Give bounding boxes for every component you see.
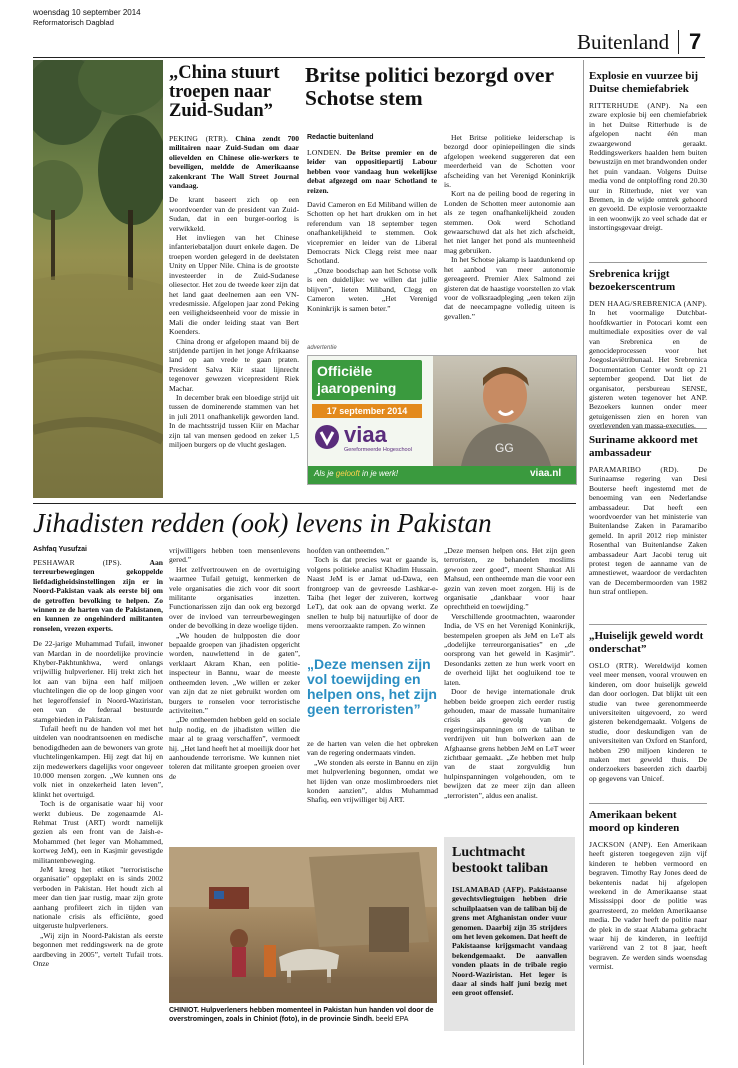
brief-dateline: OSLO (RTR). (589, 661, 639, 670)
ad-slogan-c: in je werk! (359, 469, 399, 478)
ad-slogan (314, 469, 398, 478)
jihad-col4 (444, 546, 575, 800)
brief-body: Na een zware explosie bij een chemiefabriek in het Duitse Ritterhude is de afgelopen nacht één man zwaargewond geraakt. Reddingswerkers haalden hem buiten bewustzijn en met brandwonden onder het puin vandaan. Volgens Duitse media vond de ontploffing rond 20.30 uur in Ritterhude, niet ver van Bremen, in de wijde omtrek gehoord en gevoeld. De explosie veroorzaakte in een woonwijk zo veel schade dat er instortingsgevaar dreigt. (589, 101, 707, 233)
china-lead: China zendt 700 militairen naar Zuid-Sudan om daar olievelden en Chinese olie-werkers te beveiligen, meldde de Amerikaanse zakenkrant The Wall Street Journal vandaag. (169, 134, 299, 191)
brief-text (589, 840, 707, 972)
ad-brand: viaa (344, 422, 387, 447)
jihad-headline: Jihadisten redden (ook) levens in Pakistan (33, 508, 492, 538)
china-paragraph: Het invliegen van het Chinese infanteriebataljon duurt enkele dagen. De troepen worden gelegerd in de deelstaten Unity en Upper Nile. China is de grootste investeerder in de Zuid-Sudanese oliesector. Het zou de tweede keer zijn dat het land gaat deelnemen aan een VN-vredesmissie. Afgelopen jaar zond Peking een veiligheidseenheid voor de missie in Mali die onder leiding staat van Bert Koenders. (169, 233, 299, 337)
ad-url[interactable]: viaa.nl (530, 468, 562, 479)
brief-item (589, 434, 707, 624)
viaa-logo-icon (314, 424, 340, 450)
britse-byline: Redactie buitenland (307, 134, 374, 141)
jihad-paragraph: „We stonden als eerste in Bannu en zijn met hulpverlening begonnen, omdat we het lijden van onze moslimbroeders niet konden aanzien”, aldus Muhammad Shafiq, een vrijwilliger bij ART. (307, 757, 438, 805)
photo-caption (169, 1006, 437, 1024)
issue-date: woensdag 10 september 2014 (33, 8, 141, 17)
jihad-lead-paragraph (33, 558, 163, 633)
brief-text (589, 101, 707, 233)
box-dateline: ISLAMABAD (AFP). (452, 885, 526, 894)
ad-person-photo-art (433, 356, 576, 466)
brief-divider (589, 262, 707, 263)
landscape-photo (33, 60, 163, 498)
brief-item (589, 268, 707, 431)
britse-paragraph: Kort na de peiling bood de regering in Londen de Schotten meer autonomie aan als ze tegen onafhankelijkheid zouden stemmen. Ook werd Schotland gewaarschuwd dat als het zich afscheidt, het niet langer het pond als munteenheid mag gebruiken. (444, 189, 575, 255)
britse-paragraph: In het Schotse jakamp is laatdunkend op het aanbod van meer autonomie gereageerd. Premier Alex Salmond zei gisteren dat de haastige voorstellen zo vlak voor de volksraadpleging „een teken zijn dat de neecampagne volledig uiteen is gevallen.” (444, 255, 575, 321)
britse-paragraph: David Cameron en Ed Miliband willen de Schotten op het hart drukken om in het referendum van 18 september tegen onafhankelijkheid te stemmen. Ook vicepremier en leider van de Liberal Democrats Nick Clegg reist mee naar Schotland. (307, 200, 437, 266)
jihad-col3-top (307, 546, 438, 631)
box-headline: Luchtmacht bestookt taliban (452, 845, 549, 876)
viaa-advertisement[interactable] (307, 355, 577, 485)
flood-photo-art (169, 847, 437, 1003)
jihad-lead: Aan terreurbewegingen gekoppelde liefdadigheidsinstellingen zijn er in Noord-Pakistan vaak als eerste bij om de getroffen bevolking te helpen. Zo winnen ze de harten van de Pakistanen, en kunnen ze ongehinderd militanten ronselen, vrezen experts. (33, 558, 163, 633)
jihad-paragraph: „We houden de hulpposten die door bepaalde groepen van jihadisten opgericht worden, nauwlettend in de gaten”, verklaart Akram Khan, een politie-inspecteur in Bannu, waar de meeste ontheemden leven. „We willen er zeker van zijn dat ze niet gebruikt worden om burgers te ronselen voor terroristische activiteiten.” (169, 630, 300, 715)
caption-text: Hulpverleners hebben momenteel in Pakistan hun handen vol door de overstromingen, zoals in Chiniot (foto), in de provincie Sindh. (169, 1007, 434, 1023)
china-paragraph: In december brak een bloedige strijd uit tussen de dominerende stammen van het in juli 2011 onafhankelijk geworden land. In de machtsstrijd tussen Kiir en Machar zijn tal van mensen gedood en zeker 1,5 miljoen burgers op de vlucht geslagen. (169, 392, 299, 449)
header-date-block (33, 8, 141, 28)
jihad-col3-bottom (307, 739, 438, 805)
jihad-paragraph: vrijwilligers hebben toen mensenlevens gered.” (169, 546, 300, 565)
caption-place: CHINIOT. (169, 1007, 199, 1014)
ad-person-photo (433, 356, 576, 466)
flood-photo (169, 847, 437, 1003)
brief-dateline: JACKSON (ANP). (589, 840, 653, 849)
box-text (452, 885, 567, 998)
brief-item (589, 630, 707, 803)
brief-divider (589, 803, 707, 804)
pull-quote: „Deze mensen zijn vol toewijding en helpen ons, het zijn geen terroristen” (307, 656, 437, 717)
china-dateline: PEKING (RTR). (169, 134, 229, 143)
jihad-top-rule (33, 503, 576, 504)
jihad-paragraph: De 22-jarige Muhammad Tufail, inwoner van Mardan in de noordelijke provincie Khyber-Pakhtunkhwa, werd onlangs vrijwillig hulpverlener. Hij trekt zich het lot aan van bijna een half miljoen vluchtelingen die op de loop gingen voor het legeroffensief in Noord-Waziristan, een van de federaal bestuurde stamgebieden in Pakistan. (33, 639, 163, 724)
svg-text:GG: GG (495, 441, 514, 455)
ad-label: advertentie (307, 345, 337, 351)
jihad-dateline: PESHAWAR (IPS). (33, 558, 122, 567)
brief-title: Srebrenica krijgt bezoekerscentrum (589, 268, 676, 293)
ad-slogan-b: gelooft (335, 469, 360, 478)
china-article-body (169, 134, 299, 449)
china-headline: „China stuurt troepen naar Zuid-Sudan” (169, 63, 280, 121)
ad-brand-sub: Gereformeerde Hogeschool (344, 447, 412, 453)
section-title: Buitenland (577, 30, 670, 54)
jihad-paragraph: Het zelfvertrouwen en de overtuiging waarmee Tufail getuigt, kenmerken de vele organisaties die zich voor dit soort militante organisaties inzetten. Functionarissen zijn dan ook erg bezorgd over de invloed van terreurbewegingen onder de bevolking in deze woelige tijden. (169, 564, 300, 631)
jihad-paragraph: Verschillende grootmachten, waaronder India, de VS en het Verenigd Koninkrijk, bestempelen groepen als JeM en LeT als „dodelijke terreurorganisaties” en „de oorsprong van het geweld in Kasjmir”. Desondanks zetten ze hun werk voort en de overheid lijkt het oogluikend toe te laten. (444, 611, 575, 687)
header-divider (678, 30, 679, 54)
britse-lead: De Britse premier en de leider van oppositiepartij Labour hebben voor vandaag hun wekelijkse debat afgezegd om naar Schotland te reizen. (307, 148, 437, 195)
brief-text (589, 299, 707, 431)
britse-headline: Britse politici bezorgd over Schotse stem (305, 63, 554, 110)
brief-item (589, 809, 707, 972)
jihad-paragraph: „Deze mensen helpen ons. Het zijn geen terroristen, ze behandelen moslims gewoon zeer goed”, meent Shaukat Ali Mahsud, een ontheemde man die voor een gezin van zeven moet zorgen. Hij is de organisatie „dankbaar voor haar oprechtheid en toewijding.” (444, 546, 575, 612)
jihad-paragraph: Door de hevige internationale druk hebben beide groepen zich eerder rustig gehouden, maar de massale humanitaire crisis als gevolg van de regeringsinspanningen om de taliban te verdrijven uit hun bolwerken aan de Afghaanse grens hebben JeM en LeT weer zichtbaar gemaakt. „Ze hebben met hulp van de staat zorgvuldig hun hulpinspanningen volgehouden, om te bewijzen dat ze meer zijn dan alleen „terroristen”, aldus een analist. (444, 687, 575, 800)
paper-name: Reformatorisch Dagblad (33, 18, 114, 27)
ad-date: 17 september 2014 (312, 404, 422, 418)
ad-headline: Officiële jaaropening (312, 360, 422, 400)
brief-title: Suriname akkoord met ambassadeur (589, 434, 698, 459)
sidebar-divider (583, 60, 584, 1065)
britse-paragraph: Het Britse politieke leiderschap is bezorgd door opiniepeilingen die sinds afgelopen weekend suggereren dat een meerderheid van de Schotten voor afscheiding van het Verenigd Koninkrijk is. (444, 133, 575, 190)
page-number: 7 (689, 29, 702, 54)
landscape-photo-art (33, 60, 163, 498)
jihad-paragraph: Tufail heeft nu de handen vol met het uitdelen van noodrantsoenen en medische benodigdheden aan de bewoners van grote vluchtelingenkampen. Hij zegt dat hij en zijn medewerkers dagelijks voor ongeveer 10.000 mensen zorgen. „We kunnen ons volk niet in onzekerheid laten leven”, klinkt het overtuigd. (33, 723, 163, 799)
britse-col2 (444, 133, 575, 321)
china-lead-paragraph (169, 134, 299, 190)
brief-dateline: RITTERHUDE (ANP). (589, 101, 671, 110)
brief-text (589, 661, 707, 783)
jihad-paragraph: Toch is de organisatie waar hij voor werkt dubieus. De zogenaamde Al-Rehmat Trust (ART) wordt namelijk gezien als een front van de Jaish-e-Mohammed (het leger van Mohammed, kortweg JeM), een in Kasjmir gevestigde militantenbeweging. (33, 799, 163, 865)
jihad-col1 (33, 558, 163, 968)
brief-title: Explosie en vuurzee bij Duitse chemiefabriek (589, 70, 699, 95)
box-body: Pakistaanse gevechtsvliegtuigen hebben drie schuilplaatsen van de taliban bij de grens met Afghanistan onder vuur genomen. Daarbij zijn 35 strijders om het leven gekomen. Dat heeft de Pakistaanse krijgsmacht vandaag bekendgemaakt. De aanvallen vonden plaats in de tribale regio Noord-Waziristan. Het leger is daar al sinds half juni bezig met een groot offensief. (452, 885, 567, 998)
britse-lead-paragraph (307, 148, 437, 195)
jihad-paragraph: JeM kreeg het etiket "terroristische organisatie" opgeplakt en is sinds 2002 verboden in Pakistan. Het houdt zich al meer dan tien jaar rustig, maar zijn grote aanhang profileert zich in tijden van nationale crisis als efficiënte, goed uitgeruste hulpverleners. (33, 865, 163, 931)
header-rule (33, 57, 705, 58)
brief-body: In het voormalige Dutchbat-hoofdkwartier in Potocari komt een multimediale exposities over de val van Srebrenica en de genocideprocessen voor het Joegoslaviëtribunaal. Het Srebrenica Documentation Center wordt op 21 september geopend. Dat liet de organisator, persbureau SENSE, gisteren weten tegenover het ANP. Bezoekers kunnen onder meer getuigenissen zien en horen van overlevenden van massa-executies. (589, 308, 707, 431)
sidebar-briefs (589, 62, 707, 972)
jihad-col2 (169, 546, 300, 781)
jihad-paragraph: „Wij zijn in Noord-Pakistan als eerste begonnen met reddingswerk na de grote aardbeving in 2005”, vertelt Tufail trots. Onze (33, 930, 163, 969)
brief-title: Amerikaan bekent moord op kinderen (589, 809, 680, 834)
brief-body: Een Amerikaan heeft gisteren toegegeven zijn vijf kinderen te hebben vermoord en begraven. Timothy Ray Jones deed de bekentenis nadat hij afgelopen weekend in de Amerikaanse staat Mississippi door de politie was gearresteerd, zo melden Amerikaanse media. De vader heeft de politie naar de plek in de staat Alabama gebracht waar hij de kinderen, in leeftijd variërend van 2 tot 8 jaar, heeft begraven. Ze werden sinds woensdag vermist. (589, 840, 707, 972)
britse-dateline: LONDEN. (307, 148, 342, 157)
brief-title: „Huiselijk geweld wordt onderschat” (589, 630, 704, 655)
brief-item (589, 70, 707, 262)
brief-body: De Surinaamse regering van Desi Bouterse heeft ingestemd met de benoeming van een Nederlandse ambassadeur. Dat heeft een woordvoerder van het ministerie van Buitenlandse Zaken in Paramaribo gemeld. In april 2012 riep minister Rosenthal van Buitenlandse Zaken ambassadeur Aart Jacobi terug uit protest tegen de aanname van de amnestiewet, waardoor de verdachten van de Decembermoorden van 1982 hun straf ontliepen. (589, 465, 707, 597)
ad-slogan-a: Als je (314, 469, 336, 478)
brief-dateline: PARAMARIBO (RD). (589, 465, 679, 474)
brief-divider (589, 624, 707, 625)
brief-text (589, 465, 707, 597)
britse-col1 (307, 148, 437, 313)
luchtmacht-box (444, 837, 575, 1031)
jihad-byline: Ashfaq Yusufzai (33, 546, 87, 553)
jihad-paragraph: hoofden van ontheemden.” (307, 546, 390, 555)
jihad-paragraph: ze de harten van velen die het opbreken van de regering ondermaats vinden. (307, 739, 438, 758)
china-paragraph: China drong er afgelopen maand bij de strijdende partijen in het jonge Afrikaanse land op aan vrede te gaan praten. President Salva Kiir staat lijnrecht tegenover gewezen vicepresident Riek Machar. (169, 336, 299, 393)
britse-paragraph: „Onze boodschap aan het Schotse volk is een duidelijke: we willen dat jullie blijven”, lieten Miliband, Clegg en Cameron weten. „Het Verenigd Koninkrijk is samen beter.” (307, 265, 437, 313)
jihad-paragraph: Toch is dat precies wat er gaande is, volgens politieke analist Khadim Hussain. Naast JeM is er Jamat ud-Dawa, een frontgroep van de gevreesde Lashkar-e-Taiba (het leger der zuiveren, kortweg LeT), dat ook aan de opvang werkt. Ze snellen te hulp bij natuurlijke of door de mens veroorzaakte rampen. Zo winnen (307, 555, 438, 631)
jihad-paragraph: „De ontheemden hebben geld en sociale hulp nodig, en de jihadisten willen die maar al te graag verschaffen”, vermoedt hij. „Het land heeft het al moeilijk door het aanhoudende terrorisme. We kunnen niet toleren dat militante groepen groeien over de (169, 715, 300, 781)
brief-dateline: DEN HAAG/SREBRENICA (ANP). (589, 299, 707, 308)
china-paragraph: De krant baseert zich op een woordvoerder van de president van Zuid-Sudan, dat in een burger-oorlog is verwikkeld. (169, 195, 299, 233)
photo-credit: beeld EPA (375, 1016, 409, 1023)
brief-body: Wereldwijd komen veel meer mensen, vooral vrouwen en kinderen, om door huiselijk geweld dan door oorlogen. Dat blijkt uit een studie van twee gerenommeerde universiteiten uitgevoerd, zo werd gisteren bekendgemaakt. Volgens de studie, door deskundigen van de universiteiten van Oxford en Stanford, hebben 290 miljoen kinderen te maken met geweld thuis. De onderzoekers baseerden zich daarbij op gegevens van Unicef. (589, 661, 707, 783)
